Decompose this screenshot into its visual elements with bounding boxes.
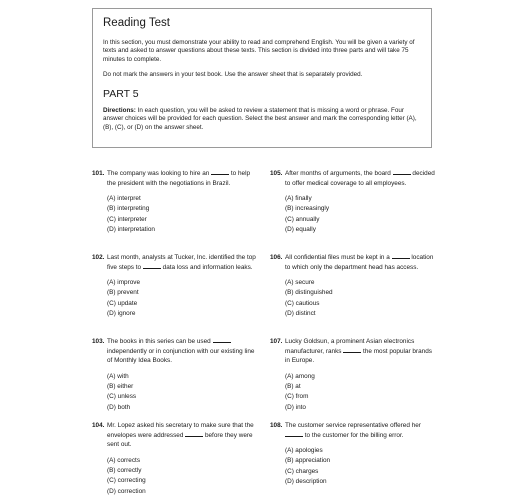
stem-text-before: After months of arguments, the board (285, 170, 393, 177)
directions-text: In each question, you will be asked to review a statement that is missing a word or phrase. Four answer choices will be provided for each question. Select the best answer and mark the corresponding letter (A), (B), (C), or (D) on the answer sheet. (103, 107, 417, 131)
answer-option: (D) ignore (107, 310, 136, 318)
answer-blank (392, 253, 410, 259)
question-number: 106. (270, 254, 283, 261)
answer-option: (C) correcting (107, 477, 146, 485)
intro-paragraph: In this section, you must demonstrate your ability to read and comprehend English. You will be given a variety of texts and asked to answer questions about these texts. This section is divided into three parts and will take 75 minutes to complete. (103, 39, 415, 63)
stem-text-before: The books in this series can be used (107, 338, 213, 345)
question-number: 105. (270, 170, 283, 177)
answer-option: (C) interpreter (107, 215, 147, 223)
answer-option: (D) correction (107, 487, 146, 495)
answer-option: (C) unless (107, 393, 137, 401)
answer-option: (A) among (285, 372, 315, 380)
answer-option: (D) distinct (285, 310, 316, 318)
question-stem (285, 169, 435, 188)
answer-option: (D) into (285, 403, 306, 411)
question-number: 103. (92, 338, 105, 345)
question-number: 102. (92, 254, 105, 261)
stem-text-before: Mr. Lopez asked his secretary to make sure that the envelopes were addressed (107, 422, 254, 439)
answer-option: (B) prevent (107, 289, 139, 297)
stem-text-after: the most popular brands in Europe. (285, 347, 432, 365)
answer-option: (D) equally (285, 226, 316, 234)
answer-options (107, 278, 257, 319)
answer-blank (185, 431, 203, 437)
answer-options (107, 194, 257, 235)
answer-options (285, 278, 435, 319)
stem-text-after: data loss and information leaks. (160, 263, 253, 271)
stem-text-after: before they were sent out. (107, 431, 253, 449)
question-103 (92, 337, 257, 413)
answer-option: (A) finally (285, 195, 312, 203)
instructions-box (92, 8, 432, 148)
directions (103, 107, 421, 132)
answer-options (285, 194, 435, 235)
answer-options (285, 372, 435, 413)
question-stem (107, 253, 257, 272)
question-stem (107, 421, 257, 450)
stem-text-before: The company was looking to hire an (107, 170, 212, 177)
question-stem (285, 337, 435, 366)
stem-text-after: to help the president with the negotiations in Brazil. (107, 170, 251, 187)
answer-options (107, 372, 257, 413)
answer-options (107, 456, 257, 497)
section-title: Reading Test (103, 17, 170, 29)
answer-option: (B) correctly (107, 467, 142, 475)
answer-option: (C) from (285, 393, 309, 401)
directions-label: Directions: (103, 107, 136, 115)
question-number: 107. (270, 338, 283, 345)
answer-sheet-note: Do not mark the answers in your test book. Use the answer sheet that is separately provided. (103, 70, 363, 78)
answer-option: (D) interpretation (107, 226, 155, 234)
answer-blank (343, 347, 361, 353)
answer-option: (B) either (107, 383, 134, 391)
answer-option: (C) charges (285, 467, 319, 475)
answer-option: (C) update (107, 299, 138, 307)
answer-option: (B) increasingly (285, 205, 330, 213)
question-number: 108. (270, 422, 283, 429)
stem-text-before: All confidential files must be kept in a (285, 254, 392, 261)
answer-options (285, 446, 435, 487)
answer-option: (C) annually (285, 215, 320, 223)
question-stem (285, 253, 435, 272)
answer-option: (A) with (107, 372, 129, 380)
answer-blank (213, 337, 231, 343)
question-107 (270, 337, 435, 413)
question-stem (107, 337, 257, 366)
answer-blank (143, 263, 161, 269)
question-stem (107, 169, 257, 188)
answer-blank (285, 431, 303, 437)
question-101 (92, 169, 257, 235)
answer-option: (B) interpreting (107, 205, 150, 213)
question-102 (92, 253, 257, 319)
answer-blank (393, 169, 411, 175)
question-number: 101. (92, 170, 105, 177)
question-stem (285, 421, 435, 440)
stem-text-after: location to which only the department head has access. (285, 254, 434, 271)
answer-option: (A) secure (285, 279, 315, 287)
question-106 (270, 253, 435, 319)
question-105 (270, 169, 435, 235)
question-104 (92, 421, 257, 497)
stem-text-before: The customer service representative offered her (285, 422, 421, 429)
answer-option: (A) apologies (285, 447, 323, 455)
stem-text-after: to the customer for the billing error. (303, 431, 404, 439)
part-title: PART 5 (103, 88, 139, 101)
answer-option: (B) distinguished (285, 289, 333, 297)
answer-option: (A) interpret (107, 195, 141, 203)
answer-option: (D) description (285, 478, 327, 486)
answer-option: (D) both (107, 403, 131, 411)
answer-option: (B) at (285, 383, 301, 391)
answer-option: (B) appreciation (285, 457, 331, 465)
answer-option: (A) corrects (107, 456, 141, 464)
answer-option: (A) improve (107, 279, 141, 287)
answer-blank (211, 169, 229, 175)
stem-text-before: Lucky Goldsun, a prominent Asian electronics manufacturer, ranks (285, 338, 415, 355)
question-number: 104. (92, 422, 105, 429)
answer-option: (C) cautious (285, 299, 320, 307)
stem-text-before: Last month, analysts at Tucker, Inc. identified the top five steps to (107, 254, 256, 271)
stem-text-after: decided to offer medical coverage to all employees. (285, 170, 435, 187)
question-108 (270, 421, 435, 487)
stem-text-after: independently or in conjunction with our existing line of Monthly Idea Books. (107, 347, 255, 365)
